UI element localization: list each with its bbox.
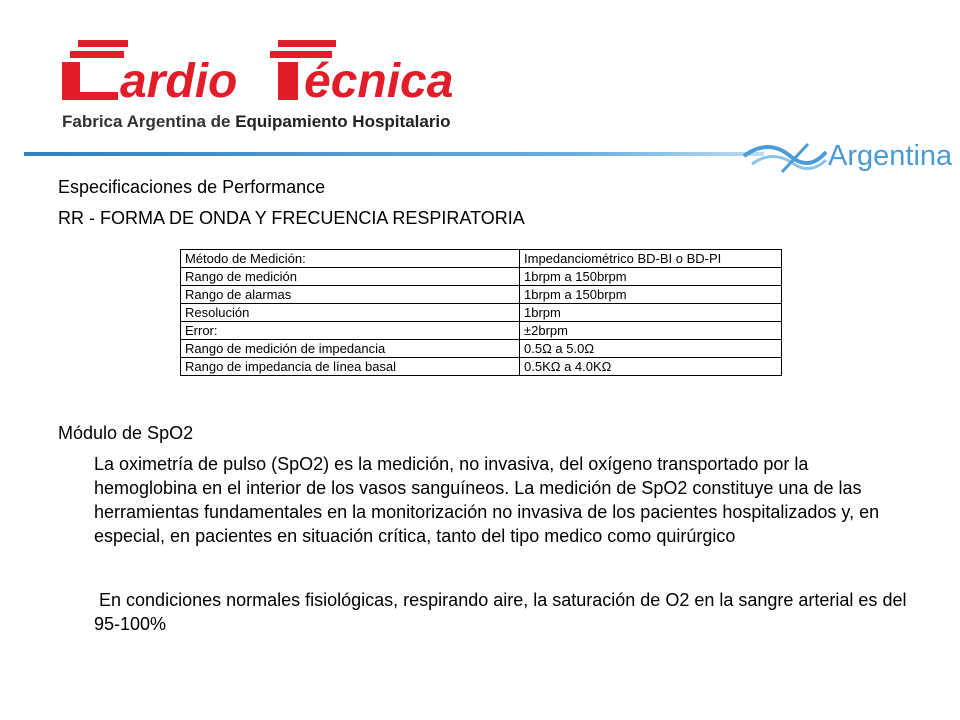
spo2-paragraph-2: En condiciones normales fisiológicas, respirando aire, la saturación de O2 en la sangre arterial es del 95-100% xyxy=(94,590,912,634)
row-label: Rango de impedancia de línea basal xyxy=(181,358,520,376)
tagline-prefix: Fabrica Argentina de xyxy=(62,112,236,131)
table-row xyxy=(181,358,782,376)
brand-word-ardio: ardio xyxy=(120,55,238,108)
table-row xyxy=(181,286,782,304)
row-value: 1brpm a 150brpm xyxy=(520,286,782,304)
spo2-paragraph-1: La oximetría de pulso (SpO2) es la medición, no invasiva, del oxígeno transportado por la hemoglobina en el interior de los vasos sanguíneos. La medición de SpO2 constituye una de las herramientas fundamentales en la monitorización no invasiva de los pacientes hospitalizados y, en especial, en pacientes en situación crítica, tanto del tipo medico como quirúrgico xyxy=(94,454,880,546)
row-value: 0.5KΩ a 4.0KΩ xyxy=(520,358,782,376)
heading-rr: RR - FORMA DE ONDA Y FRECUENCIA RESPIRATORIA xyxy=(58,208,525,228)
row-label: Resolución xyxy=(181,304,520,322)
row-label: Método de Medición: xyxy=(181,250,520,268)
row-value: 1brpm xyxy=(520,304,782,322)
table-row xyxy=(181,304,782,322)
row-value: 0.5Ω a 5.0Ω xyxy=(520,340,782,358)
row-value: 1brpm a 150brpm xyxy=(520,268,782,286)
spec-table xyxy=(180,249,782,376)
table-row xyxy=(181,340,782,358)
brand-word-ecnica: écnica xyxy=(304,55,454,108)
heading-performance: Especificaciones de Performance xyxy=(58,177,326,197)
logo-tagline xyxy=(62,112,451,132)
table-row xyxy=(181,250,782,268)
table-row xyxy=(181,268,782,286)
argentina-label: Argentina xyxy=(828,140,953,172)
row-label: Rango de medición xyxy=(181,268,520,286)
argentina-wave-icon xyxy=(742,138,828,178)
table-row xyxy=(181,322,782,340)
tagline-bold: Equipamiento Hospitalario xyxy=(235,112,451,131)
argentina-brand-mark xyxy=(742,138,952,178)
row-value: Impedanciométrico BD-BI o BD-PI xyxy=(520,250,782,268)
row-label: Rango de medición de impedancia xyxy=(181,340,520,358)
spo2-section-title: Módulo de SpO2 xyxy=(58,423,194,443)
row-label: Rango de alarmas xyxy=(181,286,520,304)
cardio-tecnica-logo xyxy=(56,40,536,136)
row-label: Error: xyxy=(181,322,520,340)
row-value: ±2brpm xyxy=(520,322,782,340)
